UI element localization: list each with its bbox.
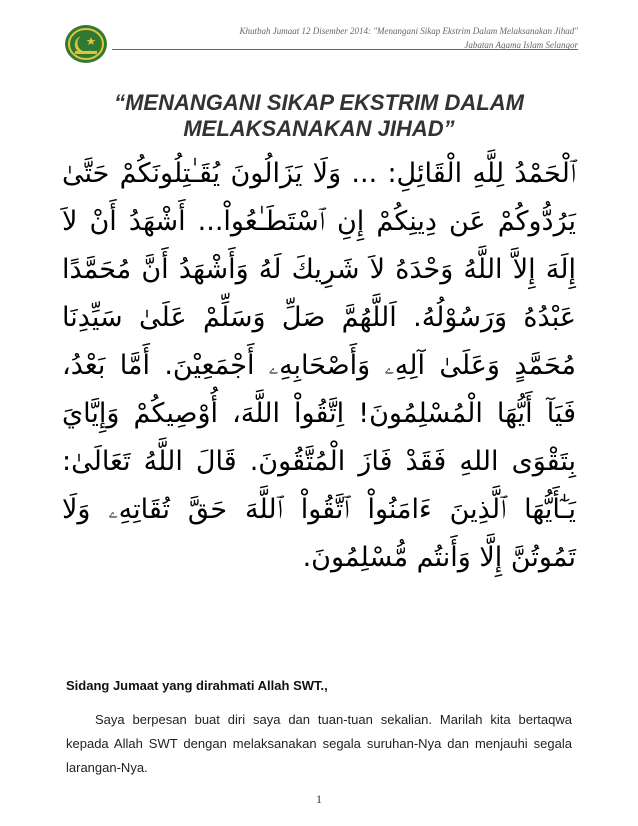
header-department: Jabatan Agama Islam Selangor bbox=[464, 40, 578, 50]
sermon-title-line2: MELAKSANAKAN JIHAD” bbox=[183, 116, 455, 141]
sermon-title bbox=[60, 90, 578, 142]
jais-logo bbox=[64, 24, 108, 64]
page-number: 1 bbox=[316, 792, 322, 806]
arabic-opening-text: ٱلْحَمْدُ لِلَّهِ الْقَائِلِ: ... وَلَا يَزَالُونَ يُقَـٰتِلُونَكُمْ حَتَّىٰ يَرُدُّوكُمْ عَن دِينِكُمْ إِنِ ٱسْتَطَـٰعُواْ... أَشْهَدُ أَنْ لاَ إِلَهَ إِلاَّ اللَّهُ وَحْدَهُ لاَ شَرِيكَ لَهُ وَأَشْهَدُ أَنَّ مُحَمَّدًا عَبْدُهُ وَرَسُوْلُهُ. اَللَّهُمَّ صَلِّ وَسَلِّمْ عَلَىٰ سَيِّدِنَا مُحَمَّدٍ وَعَلَىٰ آلِهِۦ وَأَصْحَابِهِۦ أَجْمَعِيْنَ. أَمَّا بَعْدُ، فَيَآ أَيُّهَا الْمُسْلِمُونَ! اِتَّقُواْ اللَّهَ، أُوْصِيكُمْ وَإِيَّايَ بِتَقْوَى اللهِ فَقَدْ فَازَ الْمُتَّقُونَ. قَالَ اللَّهُ تَعَالَىٰ: يَـٰٓأَيُّهَا ٱلَّذِينَ ءَامَنُواْ ٱتَّقُواْ ٱللَّهَ حَقَّ تُقَاتِهِۦ وَلَا تَمُوتُنَّ إِلَّا وَأَنتُم مُّسْلِمُونَ. bbox=[62, 158, 576, 573]
arabic-opening bbox=[62, 150, 576, 582]
salutation: Sidang Jumaat yang dirahmati Allah SWT., bbox=[66, 678, 328, 693]
header-rule bbox=[112, 49, 578, 50]
page-header bbox=[108, 24, 578, 52]
logo-band bbox=[75, 51, 97, 54]
logo-outer-ring bbox=[65, 25, 107, 63]
header-khutbah-title: Khutbah Jumaat 12 Disember 2014: "Menangani Sikap Ekstrim Dalam Melaksanakan Jihad" bbox=[239, 26, 578, 36]
sermon-title-line1: “MENANGANI SIKAP EKSTRIM DALAM bbox=[114, 90, 524, 115]
body-paragraph: Saya berpesan buat diri saya dan tuan-tuan sekalian. Marilah kita bertaqwa kepada Allah SWT dengan melaksanakan segala suruhan-Nya dan menjauhi segala larangan-Nya. bbox=[66, 712, 572, 775]
